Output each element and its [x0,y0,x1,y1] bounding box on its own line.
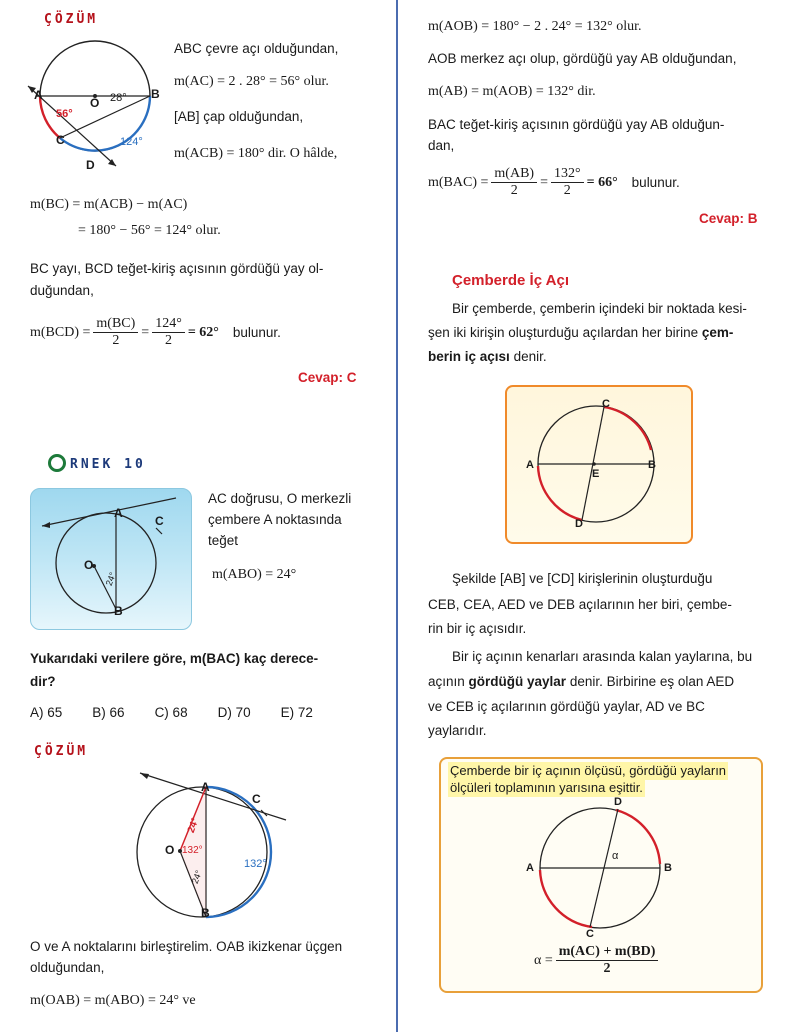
eq-bcd-num2: 124° [152,316,185,333]
r-line-4: BAC teğet-kiriş açısının gördüğü yay AB olduğun- [428,117,725,132]
column-divider [396,0,398,1032]
def-line-1: Bir çemberde, çemberin içindeki bir noktada kesi- [452,301,747,316]
eq-bcd-tail: bulunur. [232,325,281,340]
fig1-angle-28: 28° [110,92,127,104]
eq-bc-line-2: = 180° − 56° = 124° olur. [78,223,221,238]
ornek-text-1: AC doğrusu, O merkezli [208,491,352,506]
fig5-label-a: A [526,862,534,874]
fig3-label-b: B [201,906,210,920]
answer-c: Cevap: C [298,370,357,385]
def-line-2-bold: çem- [701,325,734,340]
eq-bcd-lhs: m(BCD) = [30,324,91,340]
fig1-label-c: C [56,133,65,147]
fig3-angle-24-top: 24° [185,816,202,835]
formula-lhs: α = [534,952,553,968]
fig1-label-a: A [34,88,43,102]
sol1-line-2: m(AC) = 2 . 28° = 56° olur. [174,74,329,89]
eq-bcd-frac1 [93,316,138,349]
fig1-label-b: B [151,87,160,101]
fig2-label-a: A [114,506,123,520]
eq-bac-den2: 2 [563,183,571,198]
option-b[interactable]: B) 66 [92,705,125,720]
cozum-header-2: ÇÖZÜM [34,744,89,759]
p2-line-3: ve CEB iç açılarının gördüğü yaylar, AD ve BC [428,699,705,714]
fig1-arc-56: 56° [56,108,73,120]
fig4-label-b: B [648,459,656,471]
fig3-label-c: C [252,792,261,806]
eq-bcd-eq: = [141,324,150,340]
fig1-arc-124: 124° [120,136,143,148]
eq-bcd-den1: 2 [112,333,120,348]
fig4-label-c: C [602,398,610,410]
rule-line-1: Çemberde bir iç açının ölçüsü, gördüğü yayların [450,763,727,778]
p1-line-1: Şekilde [AB] ve [CD] kirişlerinin oluşturduğu [452,571,713,586]
def-line-2 [428,324,733,342]
p2-line-2c: denir. Birbirine eş olan AED [569,674,735,689]
figure-2-circle [30,488,190,628]
options-row [30,704,343,722]
ornek-text-3: teğet [208,533,239,548]
option-e[interactable]: E) 72 [280,705,313,720]
formula-frac [556,944,659,977]
fig5-label-c: C [586,928,594,940]
question-line-2: dir? [30,674,56,689]
cozum-header-1: ÇÖZÜM [44,12,99,27]
fig5-alpha: α [612,850,619,862]
ornek-text-2: çembere A noktasında [208,512,342,527]
r-line-1: m(AOB) = 180° − 2 . 24° = 132° olur. [428,19,642,34]
fig4-label-e: E [592,468,600,480]
eq-bac-eq: = [540,174,548,190]
fig4-label-d: D [575,518,583,530]
ornek-o-icon [48,454,66,472]
eq-bac-num1: m(AB) [491,166,537,183]
eq-bac-frac2 [551,166,584,199]
fig5-label-d: D [614,796,622,808]
p2-line-4: yaylarıdır. [428,723,487,738]
formula-num: m(AC) + m(BD) [556,944,659,961]
sol1-line-1: ABC çevre açı olduğundan, [174,41,339,56]
r-line-2: AOB merkez açı olup, gördüğü yay AB olduğundan, [428,51,737,66]
fig4-label-a: A [526,459,534,471]
rule-line-2: ölçüleri toplamının yarısına eşittir. [450,780,643,795]
figure-5-circle [530,800,670,940]
eq-bac-den1: 2 [510,183,518,198]
def-line-3-bold: berin iç açısı [428,349,510,364]
fig3-label-o: O [165,843,175,857]
eq-bcd-num1: m(BC) [93,316,138,333]
def-line-2-text: şen iki kirişin oluşturduğu açılardan her birine [428,325,699,340]
eq-bcd-frac2 [152,316,185,349]
eq-bc-line-1: m(BC) = m(ACB) − m(AC) [30,197,188,212]
sol2-line-1: O ve A noktalarını birleştirelim. OAB ikizkenar üçgen [30,939,343,954]
fig2-angle-24: 24° [103,570,118,588]
question-line-1: Yukarıdaki verilere göre, m(BAC) kaç derece- [30,651,319,666]
section-title: Çemberde İç Açı [452,272,569,289]
def-line-3-text: denir. [513,349,547,364]
fig3-angle-132: 132° [182,845,203,856]
p2-line-2a: açının [428,674,465,689]
sol1-line-3: [AB] çap olduğundan, [174,109,304,124]
eq-bac-num2: 132° [551,166,584,183]
ornek-header: RNEK 10 [70,457,146,472]
bc-text-2: duğundan, [30,283,94,298]
sol2-line-2: olduğundan, [30,960,105,975]
eq-bcd-result: = 62° [187,324,219,340]
fig3-arc-132: 132° [244,858,267,870]
p2-line-1: Bir iç açının kenarları arasında kalan yaylarına, bu [452,649,753,664]
bc-text-1: BC yayı, BCD teğet-kiriş açısının gördüğü yay ol- [30,261,324,276]
formula [534,944,661,977]
ornek-given: m(ABO) = 24° [212,567,297,582]
fig2-label-o: O [84,558,94,572]
eq-bac-frac1 [491,166,537,199]
fig2-label-b: B [114,604,123,618]
eq-bcd-den2: 2 [165,333,172,348]
p1-line-2: CEB, CEA, AED ve DEB açılarının her biri, çembe- [428,597,732,612]
r-line-3: m(AB) = m(AOB) = 132° dir. [428,84,596,99]
p2-line-2b: gördüğü yaylar [468,674,567,689]
eq-bac-lhs: m(BAC) = [428,174,489,190]
option-c[interactable]: C) 68 [154,705,188,720]
p2-line-2 [428,673,734,691]
fig5-label-b: B [664,862,672,874]
fig1-label-o: O [90,96,100,110]
sol2-line-3: m(OAB) = m(ABO) = 24° ve [30,993,196,1008]
def-line-3 [428,348,547,366]
option-d[interactable]: D) 70 [217,705,251,720]
fig2-label-c: C [155,514,164,528]
fig3-label-a: A [201,780,210,794]
eq-bac-tail: bulunur. [631,175,680,190]
fig1-label-d: D [86,158,95,172]
sol1-line-4: m(ACB) = 180° dir. O hâlde, [174,146,338,161]
option-a[interactable]: A) 65 [30,705,63,720]
r-line-5: dan, [428,138,455,153]
p1-line-3: rin bir iç açısıdır. [428,621,527,636]
eq-bac-result: = 66° [586,174,618,190]
fig3-angle-24-bottom: 24° [189,868,204,886]
eq-bcd [30,316,281,349]
eq-bac [428,166,680,199]
formula-den: 2 [603,961,611,976]
answer-b: Cevap: B [699,211,758,226]
